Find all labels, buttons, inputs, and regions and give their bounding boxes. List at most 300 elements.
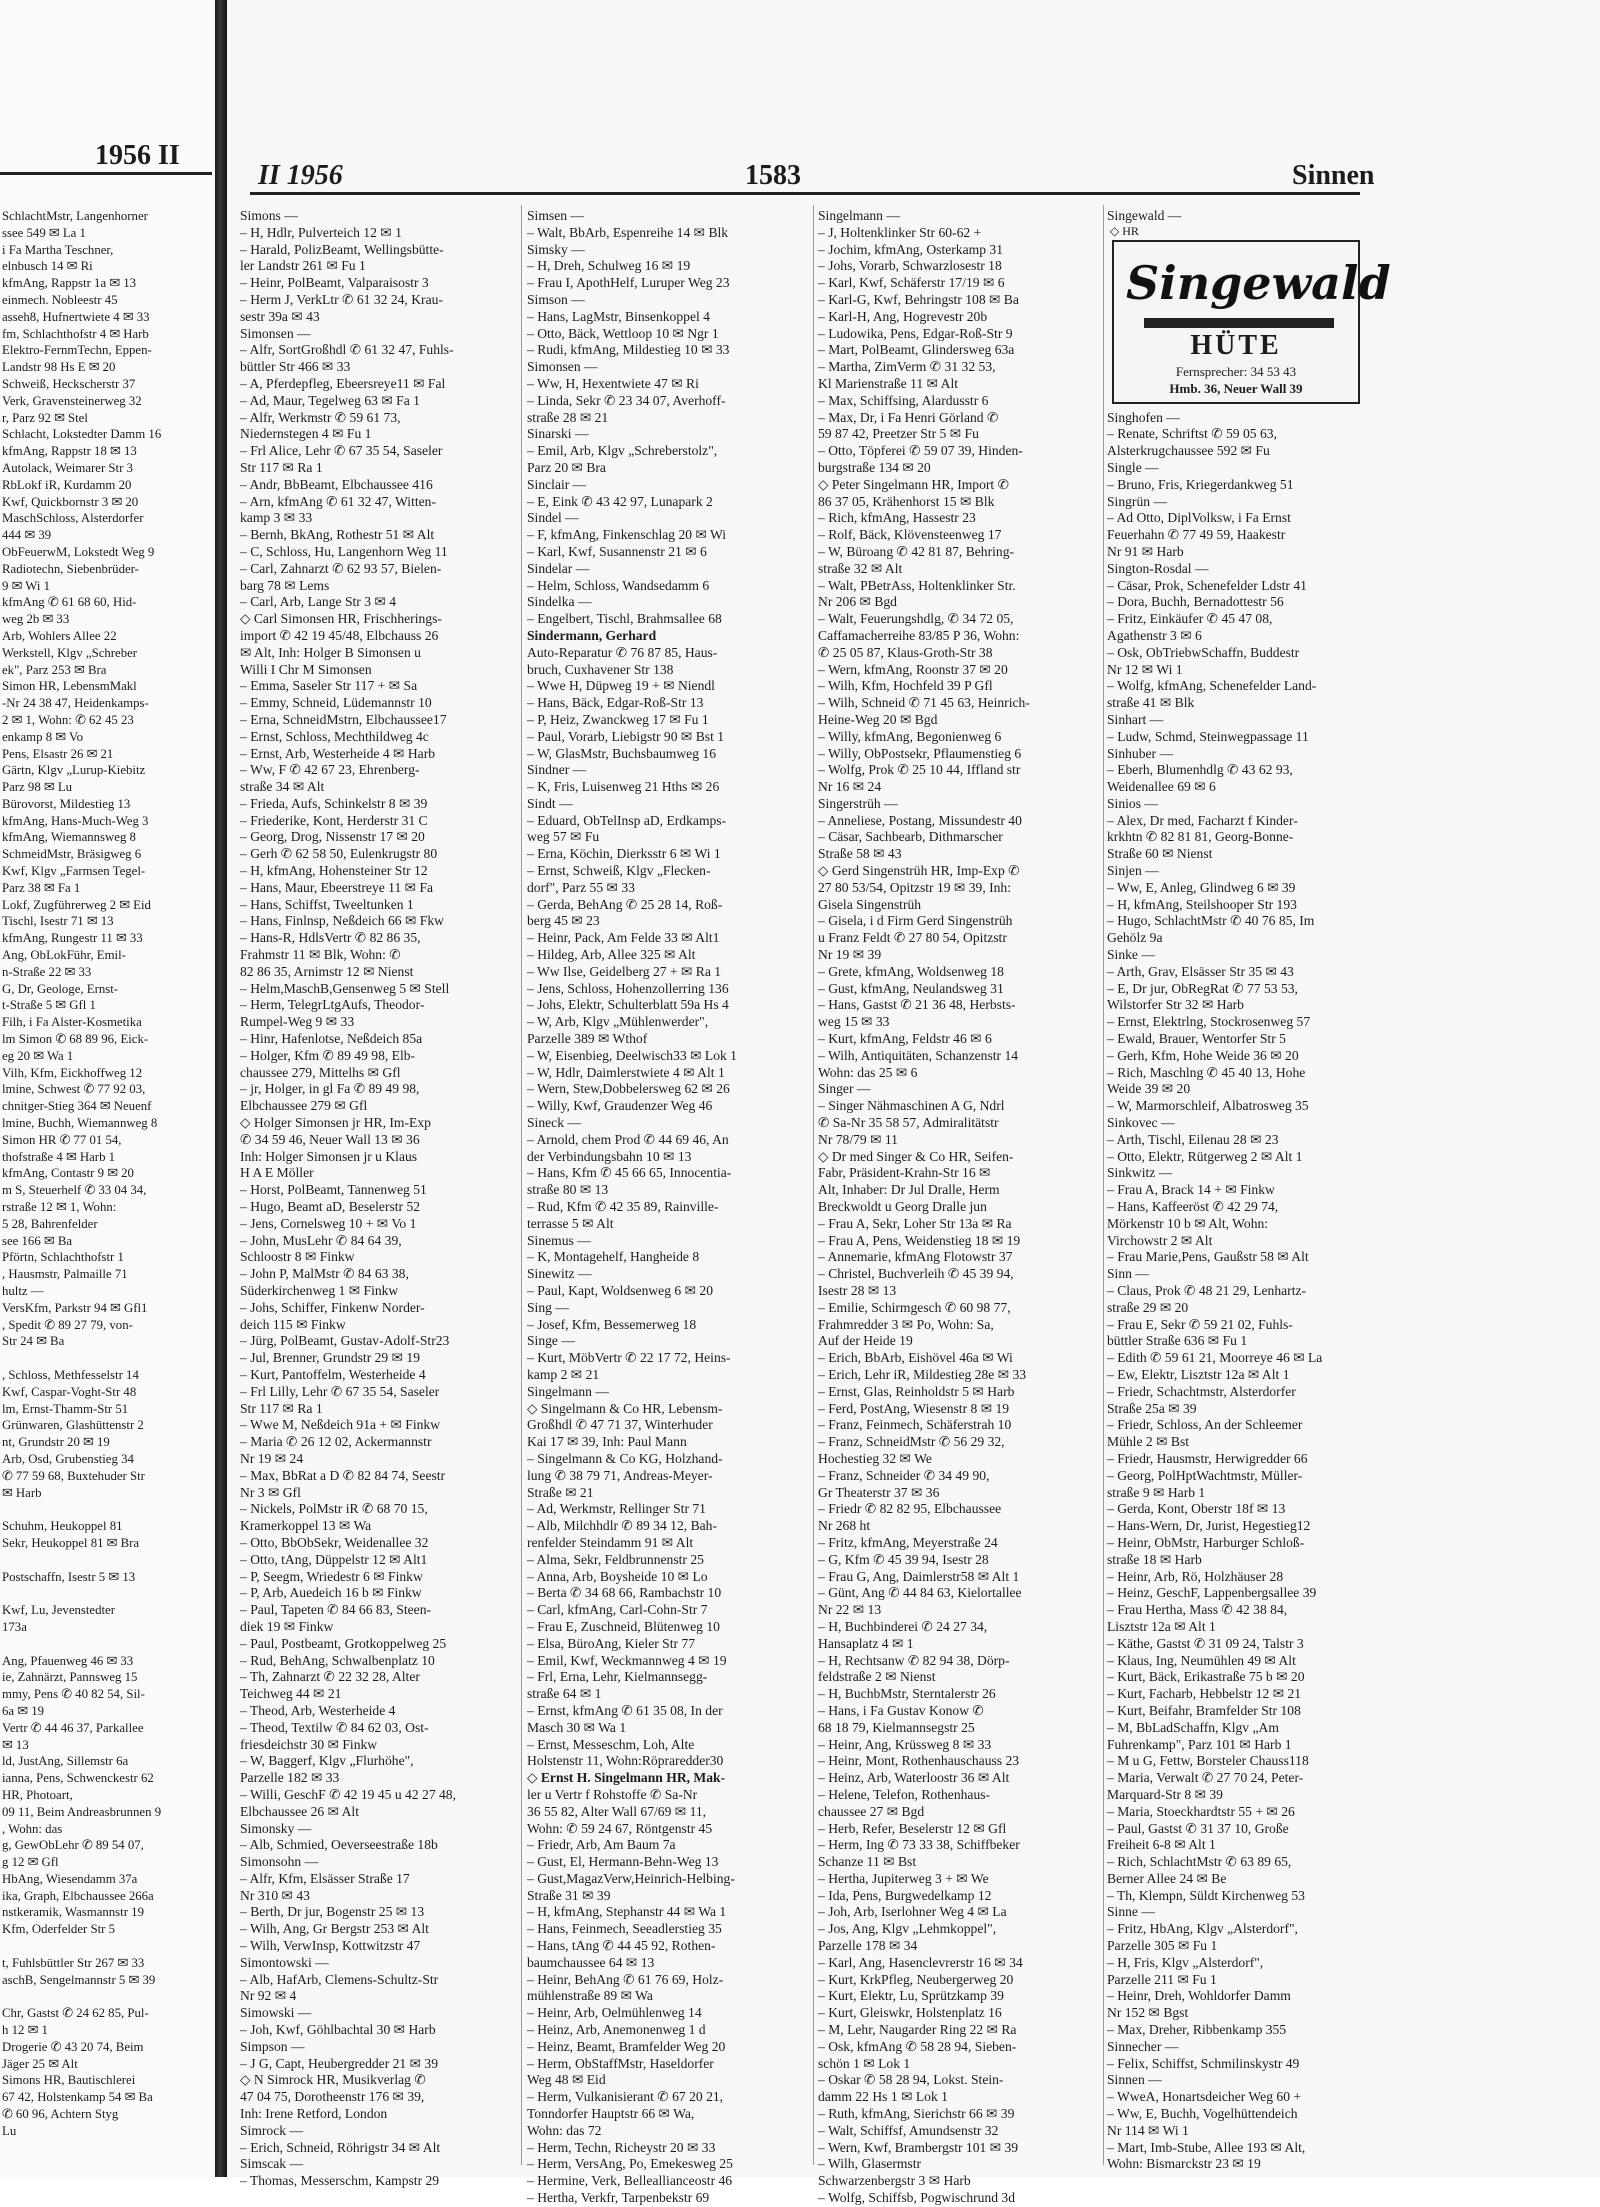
directory-line: Simons HR, Bautischlerei xyxy=(2,2073,136,2088)
directory-line: Parz 38 ✉ Fa 1 xyxy=(2,880,81,895)
directory-line: – Bruno, Fris, Kriegerdankweg 51 xyxy=(1107,476,1294,492)
directory-line: – Hans, Bäck, Edgar-Roß-Str 13 xyxy=(527,695,704,711)
directory-line: – Frau A, Pens, Weidenstieg 18 ✉ 19 xyxy=(818,1232,1021,1248)
directory-line: – Ferd, PostAng, Wiesenstr 8 ✉ 19 xyxy=(818,1400,1010,1416)
directory-line: – Erich, Schneid, Röhrigstr 34 ✉ Alt xyxy=(240,2139,441,2155)
directory-line: Niedernstegen 4 ✉ Fu 1 xyxy=(240,426,372,442)
directory-line: – Willy, kfmAng, Begonienweg 6 xyxy=(818,728,1002,744)
directory-line: – Paul, Tapeten ✆ 84 66 83, Steen- xyxy=(240,1602,432,1618)
directory-line: – Ernst, Schloss, Mechthildweg 4c xyxy=(240,728,429,744)
directory-line: – Singer Nähmaschinen A G, Ndrl xyxy=(818,1098,1005,1114)
directory-line: Masch 30 ✉ Wa 1 xyxy=(527,1719,627,1735)
column-4 xyxy=(1107,208,1391,2172)
directory-line: – Rich, Maschlng ✆ 45 40 13, Hohe xyxy=(1107,1064,1306,1080)
directory-line: Postschaffn, Isestr 5 ✉ 13 xyxy=(2,1569,136,1584)
directory-line: – W, Baggerf, Klgv „Flurhöhe", xyxy=(240,1753,414,1769)
directory-line: – Max, BbRat a D ✆ 82 84 74, Seestr xyxy=(240,1467,446,1483)
directory-line: Schlacht, Lokstedter Damm 16 xyxy=(2,427,162,442)
directory-line: Schwarzenbergstr 3 ✉ Harb xyxy=(818,2173,971,2189)
directory-line: ld, JustAng, Sillemstr 6a xyxy=(2,1754,129,1769)
directory-line: 68 18 79, Kielmannsegstr 25 xyxy=(818,1719,975,1735)
directory-line: Grünwaren, Glashüttenstr 2 xyxy=(2,1418,144,1433)
directory-line: SchlachtMstr, Langenhorner xyxy=(2,209,148,223)
directory-line: – Alb, HafArb, Clemens-Schultz-Str xyxy=(240,1971,439,1987)
directory-line: – Jochim, kfmAng, Osterkamp 31 xyxy=(818,241,1004,257)
directory-line: Sindt — xyxy=(527,795,573,811)
directory-line: – Annemarie, kfmAng Flotowstr 37 xyxy=(818,1249,1013,1265)
directory-line: – Wilh, Glasermstr xyxy=(818,2156,922,2172)
directory-line: Schloostr 8 ✉ Finkw xyxy=(240,1249,355,1265)
directory-line: sestr 39a ✉ 43 xyxy=(240,308,320,324)
directory-line: – Frau A, Brack 14 + ✉ Finkw xyxy=(1107,1182,1275,1198)
directory-line xyxy=(2,1501,210,1518)
directory-line: Simsky — xyxy=(527,241,585,257)
directory-line: Sinarski — xyxy=(527,426,589,442)
directory-line: Frahmstr 11 ✉ Blk, Wohn: ✆ xyxy=(240,947,401,963)
advert-address: Hmb. 36, Neuer Wall 39 xyxy=(1169,381,1303,396)
directory-line: hultz — xyxy=(2,1284,44,1298)
directory-line: – Klaus, Ing, Neumühlen 49 ✉ Alt xyxy=(1107,1652,1296,1668)
directory-line: Ang, Pfauenweg 46 ✉ 33 xyxy=(2,1653,134,1668)
directory-line: see 166 ✉ Ba xyxy=(2,1233,73,1248)
directory-line: – Gust, kfmAng, Neulandsweg 31 xyxy=(818,980,1004,996)
directory-line: – Hugo, Beamt aD, Beselerstr 52 xyxy=(240,1199,421,1215)
directory-line: Sindermann, Gerhard xyxy=(527,627,657,643)
directory-line: – Frau Marie,Pens, Gaußstr 58 ✉ Alt xyxy=(1107,1249,1309,1265)
directory-line: – Alma, Sekr, Feldbrunnenstr 25 xyxy=(527,1551,704,1567)
directory-line: VersKfm, Parkstr 94 ✉ Gfl1 xyxy=(2,1300,148,1315)
singewald-logo: Singewald xyxy=(1126,256,1391,310)
directory-line: – Otto, tAng, Düppelstr 12 ✉ Alt1 xyxy=(240,1551,428,1567)
directory-line: – G, Kfm ✆ 45 39 94, Isestr 28 xyxy=(818,1551,989,1567)
directory-line: – Gerh ✆ 62 58 50, Eulenkrugstr 80 xyxy=(240,846,438,862)
directory-line: – Rolf, Bäck, Klövensteenweg 17 xyxy=(818,527,1002,543)
directory-line: – Josef, Kfm, Bessemerweg 18 xyxy=(527,1316,697,1332)
directory-line: – Hans-Wern, Dr, Jurist, Hegestieg12 xyxy=(1107,1518,1311,1534)
directory-line: – W, Marmorschleif, Albatrosweg 35 xyxy=(1107,1098,1309,1114)
directory-line: straße 32 ✉ Alt xyxy=(818,560,903,576)
directory-line: Str 117 ✉ Ra 1 xyxy=(240,459,323,475)
directory-line: Mühle 2 ✉ Bst xyxy=(1107,1434,1190,1450)
directory-line: Straße ✉ 21 xyxy=(527,1484,594,1500)
directory-line: 444 ✉ 39 xyxy=(2,528,52,543)
directory-line: bruch, Cuxhavener Str 138 xyxy=(527,661,674,677)
directory-line: SchmeidMstr, Bräsigweg 6 xyxy=(2,847,142,862)
directory-line: – Jos, Ang, Klgv „Lehmkoppel", xyxy=(818,1921,997,1937)
directory-line: – Herm, Techn, Richeystr 20 ✉ 33 xyxy=(527,2139,716,2155)
logo-underline-bar xyxy=(1144,318,1334,328)
directory-line: – Herm, Vulkanisierant ✆ 67 20 21, xyxy=(527,2089,724,2105)
directory-line: – Ew, Elektr, Lisztstr 12a ✉ Alt 1 xyxy=(1107,1366,1290,1382)
directory-line: – Willy, ObPostsekr, Pflaumenstieg 6 xyxy=(818,745,1022,761)
directory-line: 173a xyxy=(2,1619,27,1634)
directory-line: – Heinr, ObMstr, Harburger Schloß- xyxy=(1107,1534,1305,1550)
directory-line: – P, Arb, Auedeich 16 b ✉ Finkw xyxy=(240,1585,422,1601)
directory-line: Inh: Holger Simonsen jr u Klaus xyxy=(240,1148,418,1164)
directory-line: – Walt, Schiffsf, Amundsenstr 32 xyxy=(818,2122,999,2138)
directory-line xyxy=(2,1350,210,1367)
directory-line: Nr 12 ✉ Wi 1 xyxy=(1107,661,1183,677)
directory-line: barg 78 ✉ Lems xyxy=(240,577,330,593)
directory-line: – Hertha, Verkfr, Tarpenbekstr 69 xyxy=(527,2190,710,2206)
directory-line xyxy=(2,1585,210,1602)
directory-line: 6a ✉ 19 xyxy=(2,1703,44,1718)
directory-line: – Ludowika, Pens, Edgar-Roß-Str 9 xyxy=(818,325,1013,341)
directory-line: kfmAng, Rappstr 18 ✉ 13 xyxy=(2,444,137,459)
directory-line: – H, Rechtsanw ✆ 82 94 38, Dörp- xyxy=(818,1652,1010,1668)
directory-line: Alt, Inhaber: Dr Jul Dralle, Herm xyxy=(818,1182,1000,1198)
directory-line: ◇ Peter Singelmann HR, Import ✆ xyxy=(818,476,1009,492)
directory-line: HbAng, Wiesendamm 37a xyxy=(2,1871,138,1886)
directory-line: – Walt, Feuerungshdlg, ✆ 34 72 05, xyxy=(818,611,1014,627)
directory-line: – Kurt, Facharb, Hebbelstr 12 ✉ 21 xyxy=(1107,1686,1302,1702)
directory-line: Simon HR ✆ 77 01 54, xyxy=(2,1132,122,1147)
directory-line: – Heinr, Arb, Rö, Holzhäuser 28 xyxy=(1107,1568,1284,1584)
directory-line: – Emma, Saseler Str 117 + ✉ Sa xyxy=(240,678,418,694)
directory-line: G, Dr, Geologe, Ernst- xyxy=(2,981,119,996)
directory-line: ✆ Sa-Nr 35 58 57, Admiralitätstr xyxy=(818,1115,999,1131)
directory-line: – Hermine, Verk, Belleallianceostr 46 xyxy=(527,2173,733,2189)
column-0 xyxy=(2,208,210,2168)
directory-line: Simowski — xyxy=(240,2005,312,2021)
directory-line: – Ad, Werkmstr, Rellinger Str 71 xyxy=(527,1501,706,1517)
directory-line: – Maria, Verwalt ✆ 27 70 24, Peter- xyxy=(1107,1770,1304,1786)
directory-line: Schweiß, Heckscherstr 37 xyxy=(2,376,136,391)
directory-line: Sington-Rosdal — xyxy=(1107,560,1209,576)
directory-line: friesdeichstr 30 ✉ Finkw xyxy=(240,1736,378,1752)
directory-line: Lokf, Zugführerweg 2 ✉ Eid xyxy=(2,897,151,912)
directory-line: Sinhuber — xyxy=(1107,745,1174,761)
directory-line: Marquard-Str 8 ✉ 39 xyxy=(1107,1786,1223,1802)
directory-line: Virchowstr 2 ✉ Alt xyxy=(1107,1232,1213,1248)
directory-line: 09 11, Beim Andreasbrunnen 9 xyxy=(2,1804,162,1819)
directory-line: -Nr 24 38 47, Heidenkamps- xyxy=(2,696,149,711)
directory-line: ✉ Harb xyxy=(2,1485,42,1500)
directory-line: Berner Allee 24 ✉ Be xyxy=(1107,1870,1227,1886)
directory-line: – Jens, Cornelsweg 10 + ✉ Vo 1 xyxy=(240,1215,417,1231)
directory-line: – Wolfg, kfmAng, Schenefelder Land- xyxy=(1107,678,1317,694)
directory-line: Simonsen — xyxy=(240,325,311,341)
directory-line: – Wolfg, Prok ✆ 25 10 44, Iffland str xyxy=(818,762,1021,778)
directory-line: Tischl, Isestr 71 ✉ 13 xyxy=(2,914,114,929)
directory-line: – Rud, BehAng, Schwalbenplatz 10 xyxy=(240,1652,435,1668)
directory-line: n-Straße 22 ✉ 33 xyxy=(2,964,92,979)
directory-line: – Arn, kfmAng ✆ 61 32 47, Witten- xyxy=(240,493,436,509)
directory-line: – K, Montagehelf, Hangheide 8 xyxy=(527,1249,700,1265)
directory-line: Wohn: ✆ 59 24 67, Röntgenstr 45 xyxy=(527,1820,713,1836)
directory-line: Isestr 28 ✉ 13 xyxy=(818,1283,897,1298)
column-1 xyxy=(240,208,516,2189)
directory-line: Parz 20 ✉ Bra xyxy=(527,459,606,475)
directory-line: – Otto, Elektr, Rütgerweg 2 ✉ Alt 1 xyxy=(1107,1148,1303,1164)
directory-line: – M, Lehr, Naugarder Ring 22 ✉ Ra xyxy=(818,2022,1017,2038)
directory-line: – Karl, Ang, Hasenclevrerstr 16 ✉ 34 xyxy=(818,1954,1023,1970)
directory-line: – M, BbLadSchaffn, Klgv „Am xyxy=(1107,1719,1279,1735)
directory-line: Frahmredder 3 ✉ Po, Wohn: Sa, xyxy=(818,1316,994,1332)
directory-line: – Paul, Gastst ✆ 31 37 10, Große xyxy=(1107,1820,1289,1836)
directory-line: Nr 3 ✉ Gfl xyxy=(240,1484,301,1500)
directory-line: Breckwoldt u Georg Dralle jun xyxy=(818,1199,987,1215)
directory-line: Parzelle 305 ✉ Fu 1 xyxy=(1107,1938,1218,1954)
directory-line: – Gisela, i d Firm Gerd Singenstrüh xyxy=(818,913,1013,929)
directory-line: – Franz, Feinmech, Schäferstrah 10 xyxy=(818,1417,1012,1433)
directory-line: ssee 549 ✉ La 1 xyxy=(2,225,86,240)
directory-line: der Verbindungsbahn 10 ✉ 13 xyxy=(527,1148,692,1164)
directory-line: – Bernh, BkAng, Rothestr 51 ✉ Alt xyxy=(240,527,435,543)
directory-line: – Hildeg, Arb, Allee 325 ✉ Alt xyxy=(527,947,696,963)
directory-line: aschB, Sengelmannstr 5 ✉ 39 xyxy=(2,1972,156,1987)
book-gutter xyxy=(215,0,227,2177)
directory-line: – Osk, kfmAng ✆ 58 28 94, Sieben- xyxy=(818,2038,1017,2054)
advert-phone: Fernsprecher: 34 53 43 xyxy=(1175,364,1297,379)
directory-line: Kwf, Klgv „Farmsen Tegel- xyxy=(2,864,146,879)
directory-line: import ✆ 42 19 45/48, Elbchauss 26 xyxy=(240,627,439,643)
directory-line: 86 37 05, Krähenhorst 15 ✉ Blk xyxy=(818,493,995,509)
directory-line: – Wwe H, Düpweg 19 + ✉ Niendl xyxy=(527,678,715,694)
directory-line: – Grete, kfmAng, Woldsenweg 18 xyxy=(818,963,1004,979)
directory-line: ✆ 77 59 68, Buxtehuder Str xyxy=(2,1468,145,1483)
directory-line: RbLokf iR, Kurdamm 20 xyxy=(2,477,132,492)
directory-line: – Hertha, Jupiterweg 3 + ✉ We xyxy=(818,1870,989,1886)
directory-line: , Hausmstr, Palmaille 71 xyxy=(2,1267,128,1282)
directory-line: – Friedr, Arb, Am Baum 7a xyxy=(527,1837,676,1853)
directory-line: – Jürg, PolBeamt, Gustav-Adolf-Str23 xyxy=(240,1333,450,1349)
directory-line: – Kurt, Gleiswkr, Holstenplatz 16 xyxy=(818,2005,1002,2021)
directory-line: Rumpel-Weg 9 ✉ 33 xyxy=(240,1014,355,1030)
left-header-rule xyxy=(0,172,212,175)
directory-line: straße 29 ✉ 20 xyxy=(1107,1299,1189,1315)
directory-line: Gisela Singenstrüh xyxy=(818,896,922,912)
directory-line: Auto-Reparatur ✆ 76 87 85, Haus- xyxy=(527,644,718,660)
directory-line: ✆ 25 05 87, Klaus-Groth-Str 38 xyxy=(818,644,993,660)
directory-line xyxy=(2,1938,210,1955)
directory-line: Holstenstr 11, Wohn:Röpraredder30 xyxy=(527,1753,724,1769)
directory-line: – W, Hdlr, Daimlerstwiete 4 ✉ Alt 1 xyxy=(527,1064,725,1080)
directory-line: ✆ 34 59 46, Neuer Wall 13 ✉ 36 xyxy=(240,1131,420,1147)
directory-line: eg 20 ✉ Wa 1 xyxy=(2,1048,74,1063)
directory-line: – Heinr, Ang, Krüssweg 8 ✉ 33 xyxy=(818,1736,992,1752)
directory-line: – Ww Ilse, Geidelberg 27 + ✉ Ra 1 xyxy=(527,963,722,979)
directory-line: damm 22 Hs 1 ✉ Lok 1 xyxy=(818,2089,948,2105)
directory-line: baumchaussee 64 ✉ 13 xyxy=(527,1954,655,1970)
directory-line: 9 ✉ Wi 1 xyxy=(2,578,51,593)
directory-line: – Kurt, Bäck, Erikastraße 75 b ✉ 20 xyxy=(1107,1669,1305,1685)
directory-line: Bürovorst, Mildestieg 13 xyxy=(2,796,131,811)
directory-line: – E, Dr jur, ObRegRat ✆ 77 53 53, xyxy=(1107,980,1298,996)
directory-line: – Cäsar, Prok, Schenefelder Ldstr 41 xyxy=(1107,577,1307,593)
directory-line: H A E Möller xyxy=(240,1165,314,1181)
directory-line xyxy=(2,1636,210,1653)
directory-line: Sinemus — xyxy=(527,1232,591,1248)
directory-line: – WweA, Honartsdeicher Weg 60 + xyxy=(1107,2089,1302,2105)
directory-line: i Fa Martha Teschner, xyxy=(2,242,114,257)
directory-line: – Emmy, Schneid, Lüdemannstr 10 xyxy=(240,695,432,711)
directory-line: – Hugo, SchlachtMstr ✆ 40 76 85, Im xyxy=(1107,913,1315,929)
directory-line: – Kurt, kfmAng, Feldstr 46 ✉ 6 xyxy=(818,1031,992,1047)
directory-line: – Heinr, Mont, Rothenhauschauss 23 xyxy=(818,1753,1020,1769)
directory-line: – Anna, Arb, Boysheide 10 ✉ Lo xyxy=(527,1568,708,1584)
directory-line: – Otto, BbObSekr, Weidenallee 32 xyxy=(240,1534,429,1550)
directory-line: g 12 ✉ Gfl xyxy=(2,1855,59,1870)
directory-line: – Hans, Feinmech, Seeadlerstieg 35 xyxy=(527,1921,722,1937)
directory-line: Kwf, Quickbornstr 3 ✉ 20 xyxy=(2,494,139,509)
directory-line: nt, Grundstr 20 ✉ 19 xyxy=(2,1435,110,1450)
directory-line: Elbchaussee 26 ✉ Alt xyxy=(240,1803,359,1819)
directory-line: – Hans, Kfm ✆ 45 66 65, Innocentia- xyxy=(527,1165,732,1181)
directory-line: – Friedr, Hausmstr, Herwigredder 66 xyxy=(1107,1450,1308,1466)
directory-line: Nr 92 ✉ 4 xyxy=(240,1988,297,2004)
directory-line: – E, Eink ✆ 43 42 97, Lunapark 2 xyxy=(527,493,713,509)
column-2 xyxy=(527,208,809,2206)
directory-line: – Gust,MagazVerw,Heinrich-Helbing- xyxy=(527,1870,735,1886)
directory-line: – Friederike, Kont, Herderstr 31 C xyxy=(240,812,428,828)
directory-line: Singhofen — xyxy=(1107,409,1180,425)
directory-line: – Joh, Arb, Iserlohner Weg 4 ✉ La xyxy=(818,1904,1007,1920)
directory-line: 5 28, Bahrenfelder xyxy=(2,1216,98,1231)
directory-line: Straße 31 ✉ 39 xyxy=(527,1887,611,1903)
directory-line: – Wilh, VerwInsp, Kottwitzstr 47 xyxy=(240,1938,421,1954)
directory-line: Willi I Chr M Simonsen xyxy=(240,661,372,677)
directory-line: Alsterkrugchaussee 592 ✉ Fu xyxy=(1107,443,1270,459)
directory-line: Sing — xyxy=(527,1299,569,1315)
directory-line: 59 87 42, Preetzer Str 5 ✉ Fu xyxy=(818,426,979,442)
directory-line: – Christel, Buchverleih ✆ 45 39 94, xyxy=(818,1266,1014,1282)
directory-line: – Erich, Lehr iR, Mildestieg 28e ✉ 33 xyxy=(818,1366,1027,1382)
directory-line: – Karl, Kwf, Susannenstr 21 ✉ 6 xyxy=(527,543,707,559)
directory-line: Tonndorfer Hauptstr 66 ✉ Wa, xyxy=(527,2106,695,2122)
directory-line: – Hans, Maur, Ebeerstreye 11 ✉ Fa xyxy=(240,879,434,895)
directory-line: Pens, Elsastr 26 ✉ 21 xyxy=(2,746,114,761)
directory-line: – Berth, Dr jur, Bogenstr 25 ✉ 13 xyxy=(240,1904,425,1920)
directory-line: Weg 48 ✉ Eid xyxy=(527,2072,606,2088)
directory-line: – Herm J, VerkLtr ✆ 61 32 24, Krau- xyxy=(240,291,443,307)
directory-line: lmine, Buchh, Wiemannweg 8 xyxy=(2,1116,158,1131)
directory-line: Wohn: das 25 ✉ 6 xyxy=(818,1064,918,1080)
directory-line: – Cäsar, Sachbearb, Dithmarscher xyxy=(818,829,1003,845)
directory-line: ◇ Ernst H. Singelmann HR, Mak- xyxy=(527,1770,726,1786)
directory-line: – John P, MalMstr ✆ 84 63 38, xyxy=(240,1266,409,1282)
directory-line: – Ernst, Arb, Westerheide 4 ✉ Harb xyxy=(240,745,436,761)
directory-line: – Harald, PolizBeamt, Wellingsbütte- xyxy=(240,241,444,257)
directory-line: Feuerhahn ✆ 77 49 59, Haakestr xyxy=(1107,527,1286,543)
directory-line: – Alfr, Werkmstr ✆ 59 61 73, xyxy=(240,409,401,425)
directory-line: büttler Str 466 ✉ 33 xyxy=(240,359,351,375)
directory-line: asseh8, Hufnertwiete 4 ✉ 33 xyxy=(2,309,150,324)
directory-line: straße 41 ✉ Blk xyxy=(1107,695,1195,711)
directory-line: Fabr, Präsident-Krahn-Str 16 ✉ xyxy=(818,1165,991,1181)
directory-line: burgstraße 134 ✉ 20 xyxy=(818,459,931,475)
directory-line: nstkeramik, Wasmannstr 19 xyxy=(2,1905,144,1920)
directory-line: Parzelle 178 ✉ 34 xyxy=(818,1938,918,1954)
directory-line: – Alfr, SortGroßhdl ✆ 61 32 47, Fuhls- xyxy=(240,342,454,358)
directory-line: Nr 19 ✉ 24 xyxy=(240,1450,304,1466)
directory-line: – Gerda, BehAng ✆ 25 28 14, Roß- xyxy=(527,896,723,912)
directory-line: Ang, ObLokFühr, Emil- xyxy=(2,948,126,963)
directory-line: ika, Graph, Elbchaussee 266a xyxy=(2,1888,154,1903)
directory-line: Nr 19 ✉ 39 xyxy=(818,947,882,963)
directory-line: – W, Büroang ✆ 42 81 87, Behring- xyxy=(818,543,1015,559)
directory-line: Wohn: Bismarckstr 23 ✉ 19 xyxy=(1107,2156,1261,2172)
directory-line: – Wilh, Ang, Gr Bergstr 253 ✉ Alt xyxy=(240,1921,429,1937)
directory-line: Parz 98 ✉ Lu xyxy=(2,780,73,795)
directory-line: Freiheit 6-8 ✉ Alt 1 xyxy=(1107,1837,1216,1853)
directory-line: – Walt, BbArb, Espenreihe 14 ✉ Blk xyxy=(527,224,729,240)
directory-line: ler u Vertr f Rohstoffe ✆ Sa-Nr xyxy=(527,1786,698,1802)
directory-line: – Eberh, Blumenhdlg ✆ 43 62 93, xyxy=(1107,762,1293,778)
directory-line: – Kurt, MöbVertr ✆ 22 17 72, Heins- xyxy=(527,1350,731,1366)
directory-line: – Hans-R, HdlsVertr ✆ 82 86 35, xyxy=(240,930,421,946)
directory-line: Mörkenstr 10 b ✉ Alt, Wohn: xyxy=(1107,1215,1269,1231)
directory-line: – Erich, BbArb, Eishövel 46a ✉ Wi xyxy=(818,1350,1013,1366)
advert-tag: ◇ HR xyxy=(1110,224,1139,238)
directory-line: Weide 39 ✉ 20 xyxy=(1107,1081,1191,1097)
directory-line: – Th, Klempn, Süldt Kirchenweg 53 xyxy=(1107,1887,1305,1903)
directory-line: – Wilh, Antiquitäten, Schanzenstr 14 xyxy=(818,1047,1019,1063)
directory-line: Jäger 25 ✉ Alt xyxy=(2,2056,78,2071)
directory-line: – Fritz, HbAng, Klgv „Alsterdorf", xyxy=(1107,1921,1298,1937)
directory-line: Vertr ✆ 44 46 37, Parkallee xyxy=(2,1720,144,1735)
directory-line: – Claus, Prok ✆ 48 21 29, Lenhartz- xyxy=(1107,1283,1307,1298)
directory-line: berg 45 ✉ 23 xyxy=(527,913,600,929)
directory-line: – Ewald, Brauer, Wentorfer Str 5 xyxy=(1107,1031,1286,1047)
directory-line: Sinkwitz — xyxy=(1107,1165,1173,1181)
directory-line: – Ww, E, Buchh, Vogelhüttendeich xyxy=(1107,2106,1298,2122)
directory-line: Simons — xyxy=(240,208,298,223)
directory-line: ✉ 13 xyxy=(2,1737,29,1752)
directory-line: – Georg, PolHptWachtmstr, Müller- xyxy=(1107,1467,1303,1483)
directory-line: ✉ Alt, Inh: Holger B Simonsen u xyxy=(240,644,421,660)
directory-line: Hochestieg 32 ✉ We xyxy=(818,1450,932,1466)
directory-line: Straße 25a ✉ 39 xyxy=(1107,1400,1197,1416)
directory-line: Sinnen — xyxy=(1107,2072,1162,2088)
directory-line: – Carl, Zahnarzt ✆ 62 93 57, Bielen- xyxy=(240,560,442,576)
directory-line: – Ludw, Schmd, Steinwegpassage 11 xyxy=(1107,728,1309,744)
directory-line: – Maria ✆ 26 12 02, Ackermannstr xyxy=(240,1434,432,1450)
directory-line: thofstraße 4 ✉ Harb 1 xyxy=(2,1149,116,1164)
directory-line: – Willi, GeschF ✆ 42 19 45 u 42 27 48, xyxy=(240,1786,457,1802)
directory-line: Nr 114 ✉ Wi 1 xyxy=(1107,2122,1189,2138)
directory-line: – Franz, SchneidMstr ✆ 56 29 32, xyxy=(818,1434,1005,1450)
directory-line: – Friedr ✆ 82 82 95, Elbchaussee xyxy=(818,1501,1002,1517)
directory-line: Parzelle 211 ✉ Fu 1 xyxy=(1107,1971,1217,1987)
directory-line: – Helm, Schloss, Wandsedamm 6 xyxy=(527,577,710,593)
directory-line: Nr 152 ✉ Bgst xyxy=(1107,2005,1189,2021)
directory-line: t-Straße 5 ✉ Gfl 1 xyxy=(2,998,96,1013)
directory-line: – Th, Zahnarzt ✆ 22 32 28, Alter xyxy=(240,1669,420,1685)
directory-line: – Ww, H, Hexentwiete 47 ✉ Ri xyxy=(527,375,699,391)
directory-line: – Max, Dr, i Fa Henri Görland ✆ xyxy=(818,409,999,425)
directory-line: 2 ✉ 1, Wohn: ✆ 62 45 23 xyxy=(2,712,134,727)
directory-line: Schuhm, Heukoppel 81 xyxy=(2,1519,123,1534)
directory-line: Wohn: das 72 xyxy=(527,2122,602,2138)
directory-line: – P, Seegm, Wriedestr 6 ✉ Finkw xyxy=(240,1568,423,1584)
directory-line: – Emil, Kwf, Weckmannweg 4 ✉ 19 xyxy=(527,1652,727,1668)
directory-line: , Spedit ✆ 89 27 79, von- xyxy=(2,1317,133,1332)
advert-word: HÜTE xyxy=(1190,330,1282,361)
directory-line: Lu xyxy=(2,2123,17,2138)
directory-line: – Linda, Sekr ✆ 23 34 07, Averhoff- xyxy=(527,392,726,408)
directory-line: Simsen — xyxy=(527,208,585,223)
directory-line: Gr Theaterstr 37 ✉ 36 xyxy=(818,1484,940,1500)
directory-line: – Frau A, Sekr, Loher Str 13a ✉ Ra xyxy=(818,1215,1012,1231)
directory-line: chaussee 27 ✉ Bgd xyxy=(818,1803,925,1819)
directory-line: ✆ 60 96, Achtern Styg xyxy=(2,2107,119,2122)
directory-line: lung ✆ 38 79 71, Andreas-Meyer- xyxy=(527,1467,713,1483)
directory-line: Sinewitz — xyxy=(527,1266,592,1282)
directory-line: m S, Steuerhelf ✆ 33 04 34, xyxy=(2,1183,147,1198)
directory-line: – Frau E, Zuschneid, Blütenweg 10 xyxy=(527,1618,720,1634)
directory-line: Autolack, Weimarer Str 3 xyxy=(2,460,133,475)
